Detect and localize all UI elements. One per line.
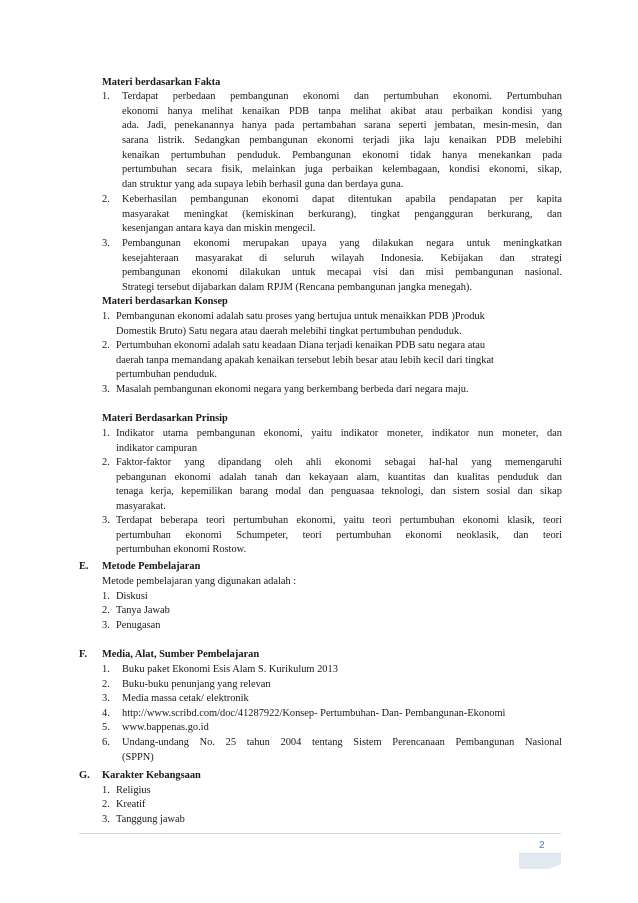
fakta-item-2-number: 2. [102,194,110,205]
metode-item-3-text: Penugasan [116,620,161,631]
prinsip-heading: Materi Berdasarkan Prinsip [102,413,228,424]
karakter-item-1-number: 1. [102,785,110,796]
fakta-item-2-text: Keberhasilan pembangunan ekonomi dapat ditentukan apabila pendapatan per kapita masyarakat meningkat (kemiskinan berkurang), tingkat pengangguran berkurang, dan kesenjangan antara kaya dan miskin mengecil. [122,194,562,235]
karakter-item-2-text: Kreatif [116,799,146,810]
prinsip-item-1-text: Indikator utama pembangunan ekonomi, yaitu indikator moneter, indikator nun moneter, dan indikator campuran [116,428,562,454]
prinsip-item-3-text: Terdapat beberapa teori pertumbuhan ekonomi, yaitu teori pertumbuhan ekonomi klasik, teori pertumbuhan ekonomi Schumpeter, teori pertumbuhan ekonomi neoklasik, dan teori pertumbuhan ekonomi Rostow. [116,515,562,556]
section-e-title: Metode Pembelajaran [102,561,201,572]
prinsip-item-3-number: 3. [102,515,110,526]
media-item-3-number: 3. [102,693,110,704]
footer-tab-decoration [519,853,561,869]
footer-divider [79,833,561,834]
media-item-2-number: 2. [102,679,110,690]
karakter-item-3-text: Tanggung jawab [116,814,185,825]
media-item-2-text: Buku-buku penunjang yang relevan [122,679,271,690]
konsep-item-3-text: Masalah pembangunan ekonomi negara yang berkembang berbeda dari negara maju. [116,384,469,395]
karakter-item-1-text: Religius [116,785,151,796]
metode-item-3-number: 3. [102,620,110,631]
karakter-item-3-number: 3. [102,814,110,825]
media-item-1-text: Buku paket Ekonomi Esis Alam S. Kurikulum 2013 [122,664,338,675]
fakta-item-3-text: Pembangunan ekonomi merupakan upaya yang dilakukan negara untuk meningkatkan kesejahteraan masyarakat di seluruh wilayah Indonesia. Kebijakan dan strategi pembangunan ekonomi dilakukan untuk mecapai visi dan misi pembangunan nasional. Strategi tersebut dijabarkan dalam RPJM (Rencana pembangunan jangka menegah). [122,238,562,294]
konsep-item-2-number: 2. [102,340,110,351]
konsep-heading: Materi berdasarkan Konsep [102,296,228,307]
section-g-title: Karakter Kebangsaan [102,770,201,781]
karakter-item-2-number: 2. [102,799,110,810]
metode-item-2-text: Tanya Jawab [116,605,170,616]
fakta-item-3-number: 3. [102,238,110,249]
konsep-item-1-number: 1. [102,311,110,322]
media-item-3-text: Media massa cetak/ elektronik [122,693,249,704]
section-f-title: Media, Alat, Sumber Pembelajaran [102,649,260,660]
media-item-5-number: 5. [102,722,110,733]
prinsip-item-1-number: 1. [102,428,110,439]
media-item-4-link[interactable]: http://www.scribd.com/doc/41287922/Konsep- Pertumbuhan- Dan- Pembangunan-Ekonomi [122,708,506,719]
media-item-6-text: Undang-undang No. 25 tahun 2004 tentang Sistem Perencanaan Pembangunan Nasional (SPPN) [122,737,562,763]
section-g-letter: G. [79,770,90,781]
konsep-item-3-number: 3. [102,384,110,395]
metode-item-1-text: Diskusi [116,591,148,602]
metode-item-1-number: 1. [102,591,110,602]
metode-item-2-number: 2. [102,605,110,616]
metode-intro: Metode pembelajaran yang digunakan adalah : [102,576,297,587]
konsep-item-1-text: Pembangunan ekonomi adalah satu proses yang bertujua untuk menaikkan PDB )Produk Domestik Bruto) Satu negara atau daerah melebihi tingkat pertumbuhan penduduk. [116,311,485,337]
konsep-item-2-text: Pertumbuhan ekonomi adalah satu keadaan Diana terjadi kenaikan PDB satu negara atau daerah tanpa memandang apakah kenaikan tersebut lebih besar atau lebih kecil dari tingkat pertumbuhan penduduk. [116,340,494,381]
prinsip-item-2-text: Faktor-faktor yang dipandang oleh ahli ekonomi sebagai hal-hal yang memengaruhi pebangunan ekonomi adalah tanah dan kekayaan alam, kuantitas dan kualitas penduduk dan tenaga kerja, kepemilikan barang modal dan penguasaa teknologi, dan sistem sosial dan sikap masyarakat. [116,457,562,513]
media-item-6-number: 6. [102,737,110,748]
prinsip-item-2-number: 2. [102,457,110,468]
media-item-4-number: 4. [102,708,110,719]
section-e-letter: E. [79,561,89,572]
media-item-5-link[interactable]: www.bappenas.go.id [122,722,209,733]
fakta-item-1-number: 1. [102,91,110,102]
fakta-item-1-text: Terdapat perbedaan pembangunan ekonomi dan pertumbuhan ekonomi. Pertumbuhan ekonomi hanya melihat kenaikan PDB tanpa melihat akibat atau perbaikan kondisi yang ada. Jadi, penekanannya hanya pada pertambahan sarana seperti jembatan, mesin-mesin, dan sarana listrik. Sedangkan pembangunan ekonomi terjadi jika laju kenaikan PDB melebihi kenaikan pertumbuhan penduduk. Pembangunan ekonomi tidak hanya menekankan pada pertumbuhan secara fisik, melainkan juga perbaikan kelembagaan, kondisi ekonomi, sikap, dan struktur yang ada supaya lebih berhasil guna dan berdaya guna. [122,91,562,191]
fakta-heading: Materi berdasarkan Fakta [102,77,221,88]
section-f-letter: F. [79,649,87,660]
media-item-1-number: 1. [102,664,110,675]
page-number: 2 [539,840,545,851]
